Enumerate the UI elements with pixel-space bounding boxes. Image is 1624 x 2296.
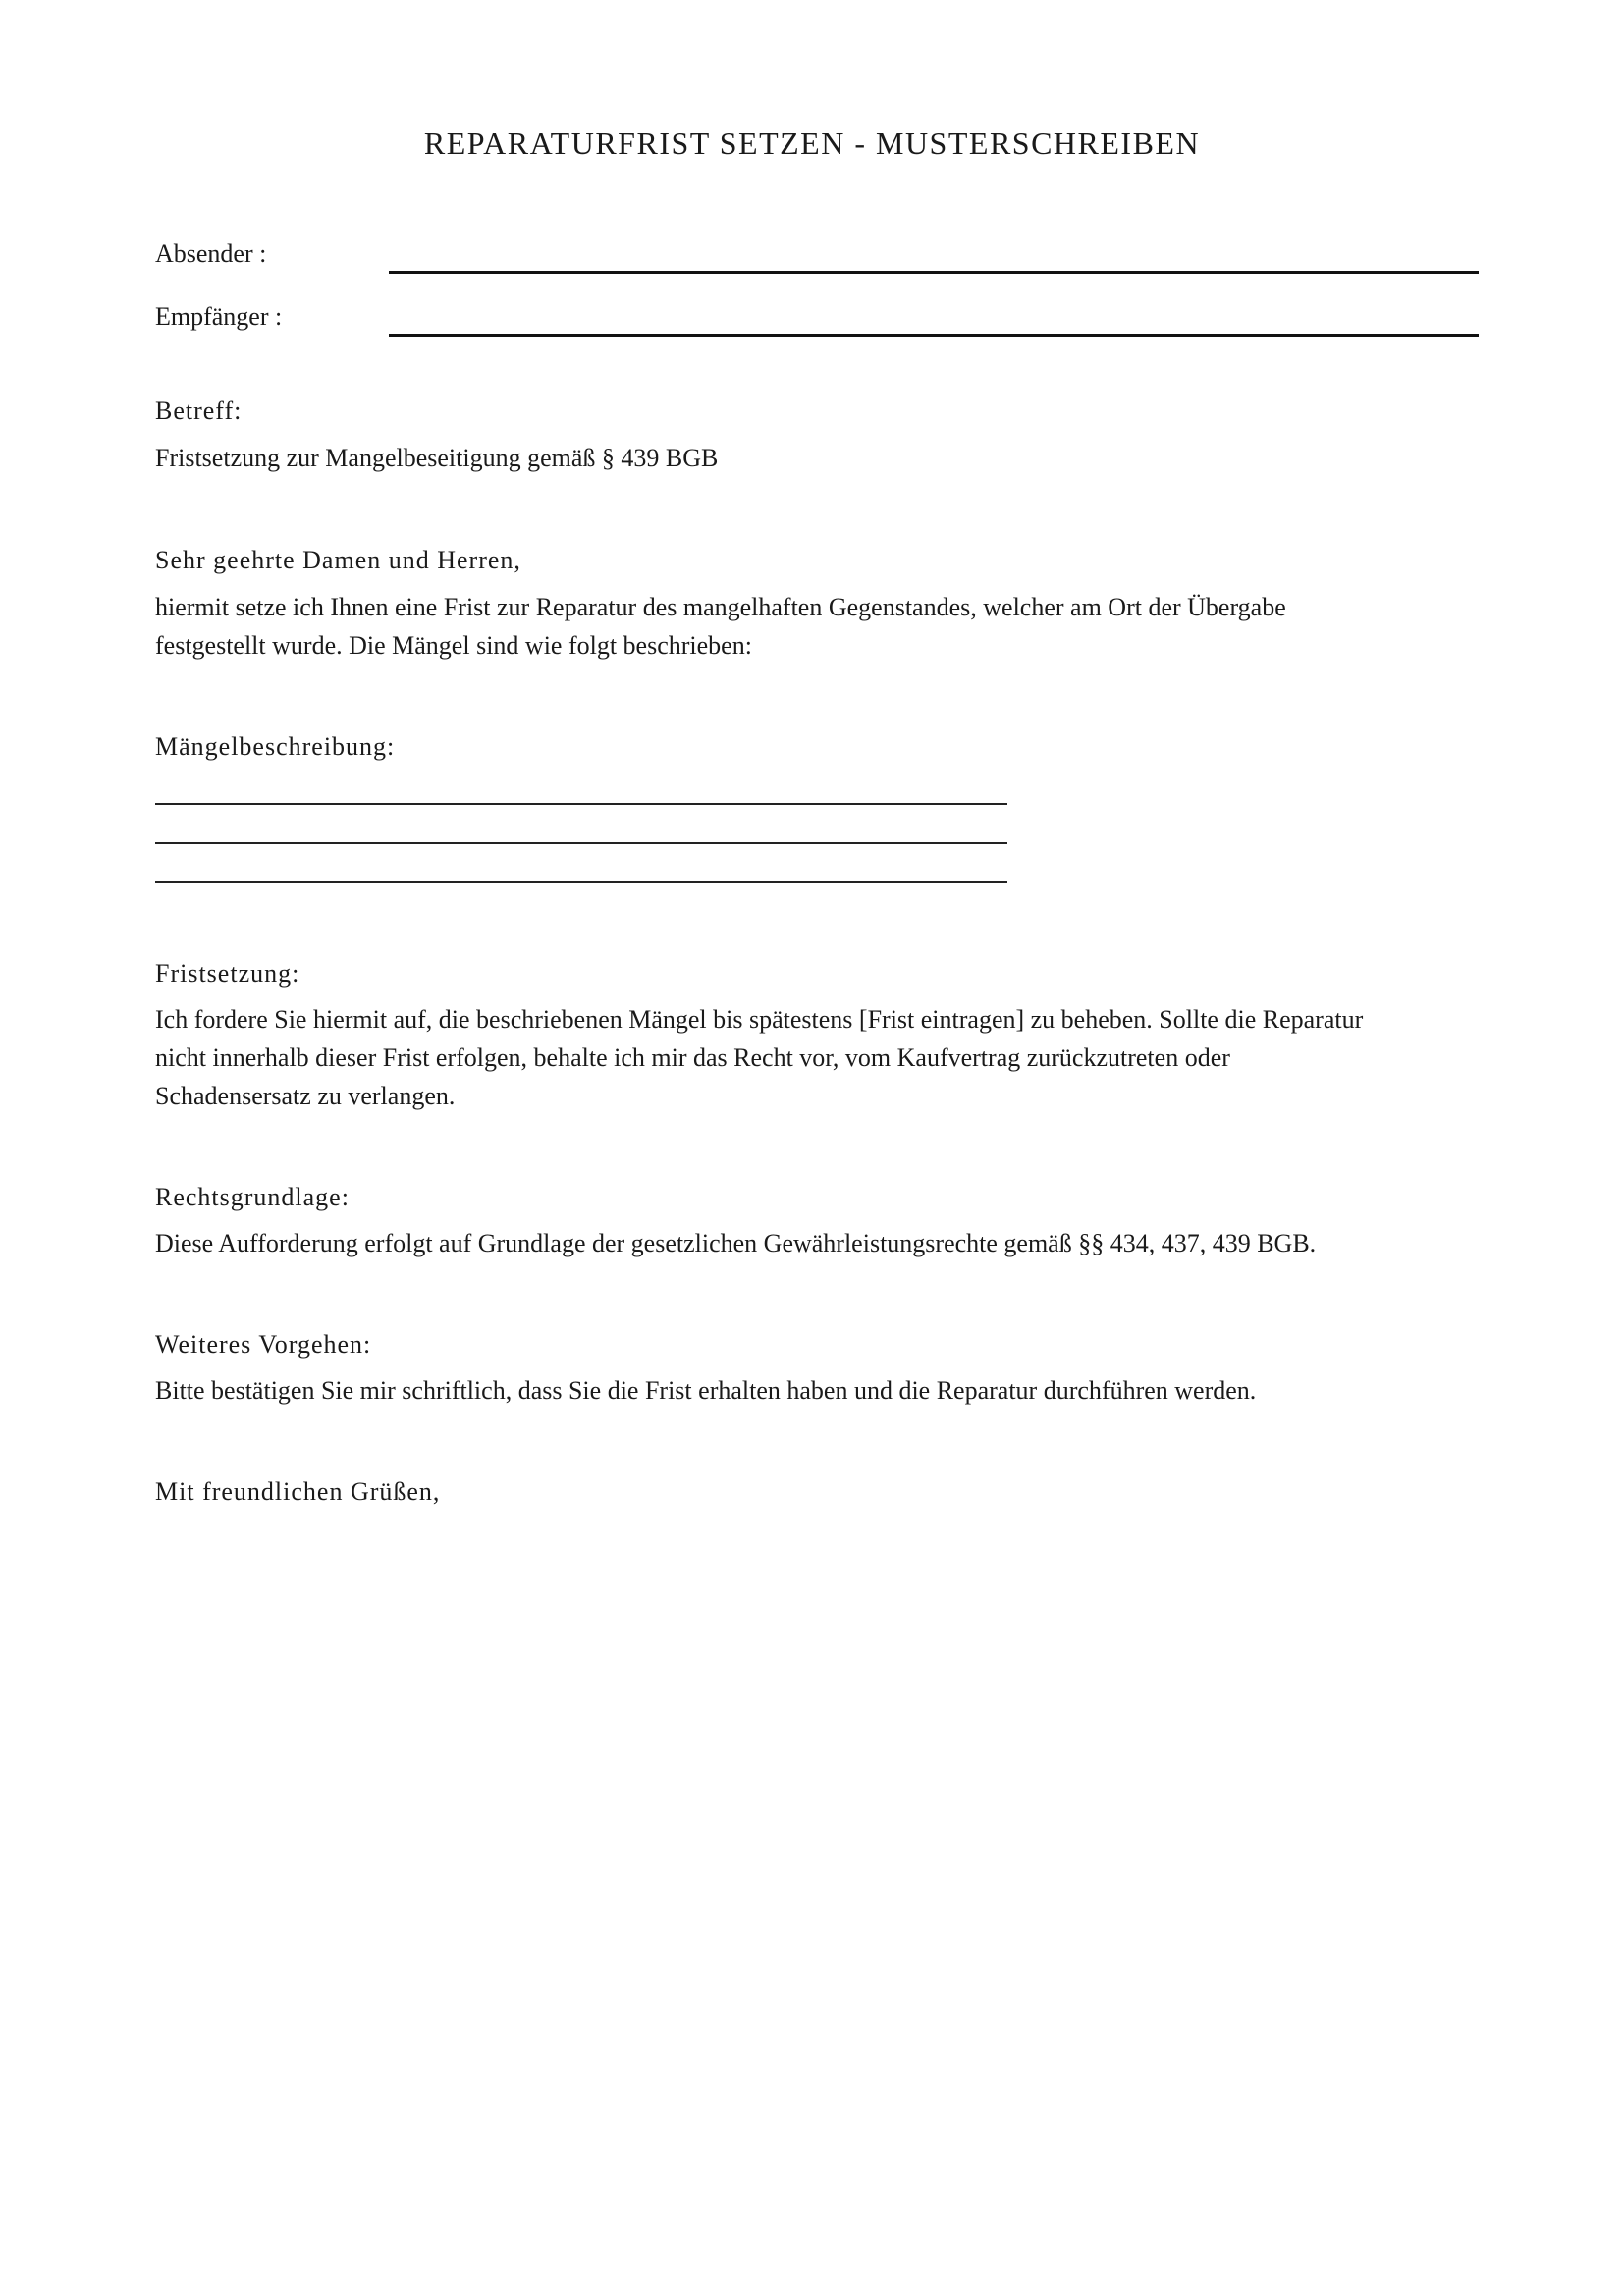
document-title: REPARATURFRIST SETZEN - MUSTERSCHREIBEN <box>423 126 1201 161</box>
deadline-paragraph <box>155 1000 1471 1115</box>
recipient-field-line <box>389 334 1479 337</box>
deadline-line: Ich fordere Sie hiermit auf, die beschriebenen Mängel bis spätestens [Frist eintragen] zu beheben. Sollte die Reparatur <box>155 1005 1364 1034</box>
legal-basis-text: Diese Aufforderung erfolgt auf Grundlage der gesetzlichen Gewährleistungsrechte gemäß §§ 434, 437, 439 BGB. <box>155 1229 1317 1257</box>
intro-line: festgestellt wurde. Die Mängel sind wie folgt beschrieben: <box>155 631 752 660</box>
deadline-heading: Fristsetzung: <box>155 959 300 988</box>
recipient-label: Empfänger : <box>155 302 283 331</box>
closing: Mit freundlichen Grüßen, <box>155 1477 441 1506</box>
deadline-line: nicht innerhalb dieser Frist erfolgen, behalte ich mir das Recht vor, vom Kaufvertrag zurückzutreten oder <box>155 1043 1230 1072</box>
defect-blank-line <box>155 803 1007 805</box>
next-steps-text: Bitte bestätigen Sie mir schriftlich, dass Sie die Frist erhalten haben und die Reparatur durchführen werden. <box>155 1376 1257 1405</box>
next-steps-heading: Weiteres Vorgehen: <box>155 1330 372 1359</box>
sender-field-line <box>389 271 1479 274</box>
defect-blank-line <box>155 842 1007 844</box>
deadline-line: Schadensersatz zu verlangen. <box>155 1082 456 1110</box>
intro-paragraph <box>155 588 1471 665</box>
subject-heading: Betreff: <box>155 397 243 425</box>
subject-text: Fristsetzung zur Mangelbeseitigung gemäß § 439 BGB <box>155 444 719 472</box>
sender-label: Absender : <box>155 240 267 268</box>
salutation: Sehr geehrte Damen und Herren, <box>155 546 521 574</box>
defects-heading: Mängelbeschreibung: <box>155 732 396 761</box>
legal-basis-heading: Rechtsgrundlage: <box>155 1183 350 1211</box>
defect-blank-line <box>155 881 1007 883</box>
intro-line: hiermit setze ich Ihnen eine Frist zur Reparatur des mangelhaften Gegenstandes, welcher am Ort der Übergabe <box>155 593 1286 621</box>
